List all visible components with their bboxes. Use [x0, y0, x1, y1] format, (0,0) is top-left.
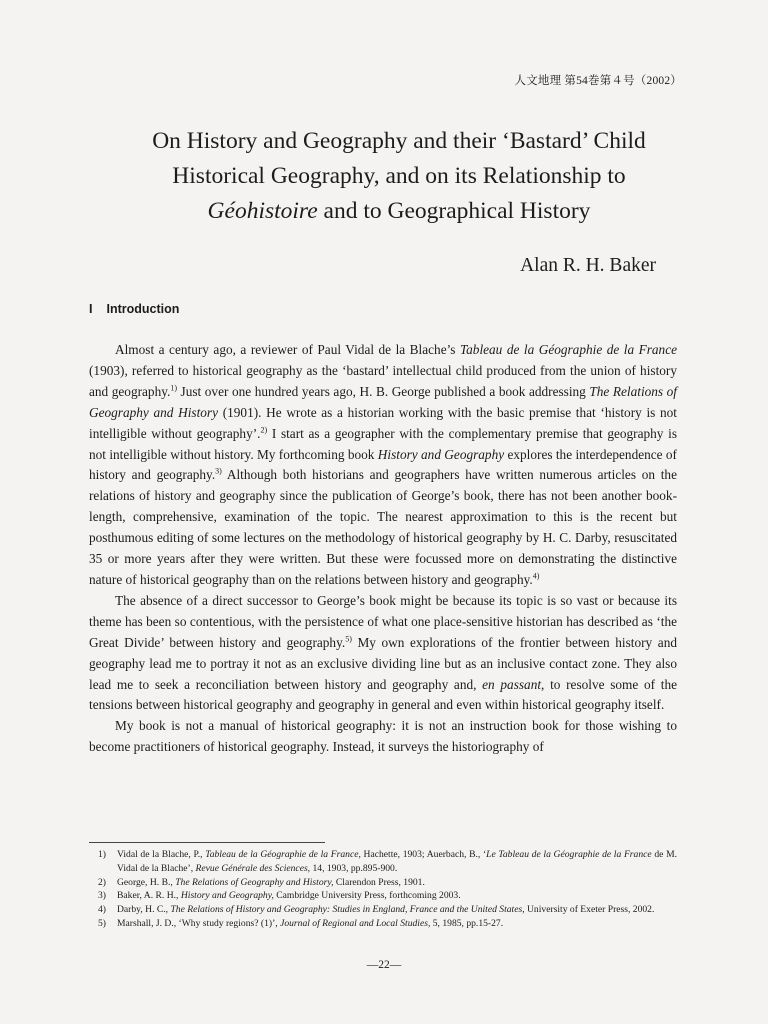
- footnote-number: 2): [98, 876, 106, 888]
- paper-title: [60, 124, 738, 229]
- footnote-5: [89, 917, 677, 931]
- text-run: Darby, H. C.,: [117, 904, 171, 916]
- footnote-3: [89, 889, 677, 903]
- text-run: My own explorations of the frontier between history and geography lead me to portray it not as an exclusive dividing line but as an inclusive contact zone. They also lead me to seek a reconciliation between history and geography and,: [89, 634, 677, 692]
- author-name: Alan R. H. Baker: [520, 255, 656, 276]
- journal-header: 人文地理 第54巻第４号（2002）: [514, 75, 682, 87]
- text-run: University of Exeter Press, 2002.: [524, 904, 655, 916]
- text-run: Baker, A. R. H.,: [117, 890, 181, 902]
- footnote-ref[interactable]: 3): [215, 467, 222, 477]
- text-run: Although both historians and geographers have written numerous articles on the relations of history and geography since the publication of George’s book, there has not been another book-length, comprehensive, examination of the topic. The nearest approximation to this is the recent but posthumous editing of some lectures on the methodology of historical geography by H. C. Darby, resuscitated 35 or more years after they were written. But these were focussed more on demonstrating the distinctive nature of historical geography than on the relations between history and geography.: [89, 467, 677, 587]
- text-run: My book is not a manual of historical geography: it is not an instruction book for those wishing to become practitioners of historical geography. Instead, it surveys the historiography of: [89, 718, 677, 755]
- paragraph-1: [89, 340, 677, 591]
- footnote-number: 1): [98, 849, 106, 860]
- italic-run: The Relations of History and Geography: Studies in England, France and the United States,: [170, 904, 525, 916]
- text-run: Almost a century ago, a reviewer of Paul Vidal de la Blache’s: [115, 342, 460, 357]
- title-line-1: On History and Geography and their ‘Bastard’ Child: [152, 128, 646, 154]
- title-line-3-rest: and to Geographical History: [317, 198, 591, 224]
- text-run: George, H. B.,: [117, 876, 176, 888]
- footnote-2: [89, 876, 677, 890]
- footnote-number: 3): [98, 890, 106, 902]
- italic-run: The Relations of Geography and History,: [175, 876, 334, 888]
- footnote-ref[interactable]: 4): [532, 571, 540, 581]
- text-run: Vidal de la Blache, P.,: [117, 849, 206, 860]
- text-run: (1903), referred to historical geography as the ‘bastard’ intellectual child produced from the union of history and geography.: [89, 362, 677, 399]
- text-run: explores the interdependence of history and geography.: [89, 446, 677, 483]
- text-run: Marshall, J. D., ‘Why study regions? (1)’,: [117, 917, 281, 929]
- title-line-3: [60, 194, 738, 229]
- paragraph-2: [89, 591, 677, 716]
- section-heading: [89, 302, 193, 316]
- text-run: , to resolve some of the tensions between historical geography and geography in general and even within historical geography itself.: [89, 676, 678, 713]
- footnotes: [89, 848, 677, 931]
- title-line-2: Historical Geography, and on its Relationship to: [172, 163, 626, 189]
- footnote-number: 4): [98, 904, 106, 916]
- italic-run: Tableau de la Géographie de la France: [459, 342, 678, 357]
- italic-run: The Relations of Geography and History: [89, 383, 677, 420]
- italic-run: History and Geography,: [180, 890, 274, 902]
- footnote-divider: [89, 842, 325, 843]
- section-title: Introduction: [106, 302, 180, 316]
- body-text: [89, 340, 677, 758]
- italic-run: en passant: [482, 676, 542, 692]
- text-run: The absence of a direct successor to George’s book might be because its topic is so vast or because its theme has been so contentious, with the persistence of what one place-sensitive historian has described as ‘the Great Divide’ between history and geography.: [89, 592, 677, 650]
- footnote-4: [89, 903, 677, 917]
- text-run: (1901). He wrote as a historian working with the basic premise that ‘history is not intelligible without geography’.: [89, 404, 677, 441]
- italic-run: Journal of Regional and Local Studies,: [280, 917, 431, 929]
- text-run: Just over one hundred years ago, H. B. George published a book addressing: [177, 383, 590, 399]
- text-run: 5, 1985, pp.15-27.: [430, 917, 504, 929]
- italic-run: Revue Générale des Sciences,: [195, 862, 311, 874]
- text-run: Cambridge University Press, forthcoming 2003.: [273, 890, 461, 902]
- text-run: I start as a geographer with the complementary premise that geography is not intelligible without history. My forthcoming book: [89, 425, 678, 462]
- text-run: de M. Vidal de la Blache’,: [117, 849, 678, 874]
- italic-run: Le Tableau de la Géographie de la France: [486, 849, 652, 860]
- text-run: Clarendon Press, 1901.: [333, 876, 425, 888]
- footnote-ref[interactable]: 5): [345, 634, 352, 644]
- footnote-ref[interactable]: 1): [170, 383, 177, 393]
- footnote-number: 5): [98, 917, 106, 929]
- text-run: 14, 1903, pp.895-900.: [310, 862, 398, 874]
- paragraph-3: [89, 716, 677, 758]
- italic-run: Tableau de la Géographie de la France,: [205, 849, 361, 860]
- text-run: Hachette, 1903; Auerbach, B., ‘: [360, 849, 487, 860]
- italic-run: History and Geography: [377, 446, 505, 462]
- section-number: I: [89, 302, 93, 316]
- footnote-ref[interactable]: 2): [260, 425, 268, 435]
- title-italic-term: Géohistoire: [207, 198, 318, 224]
- page-number: —22—: [366, 959, 402, 971]
- footnote-1: [89, 848, 677, 876]
